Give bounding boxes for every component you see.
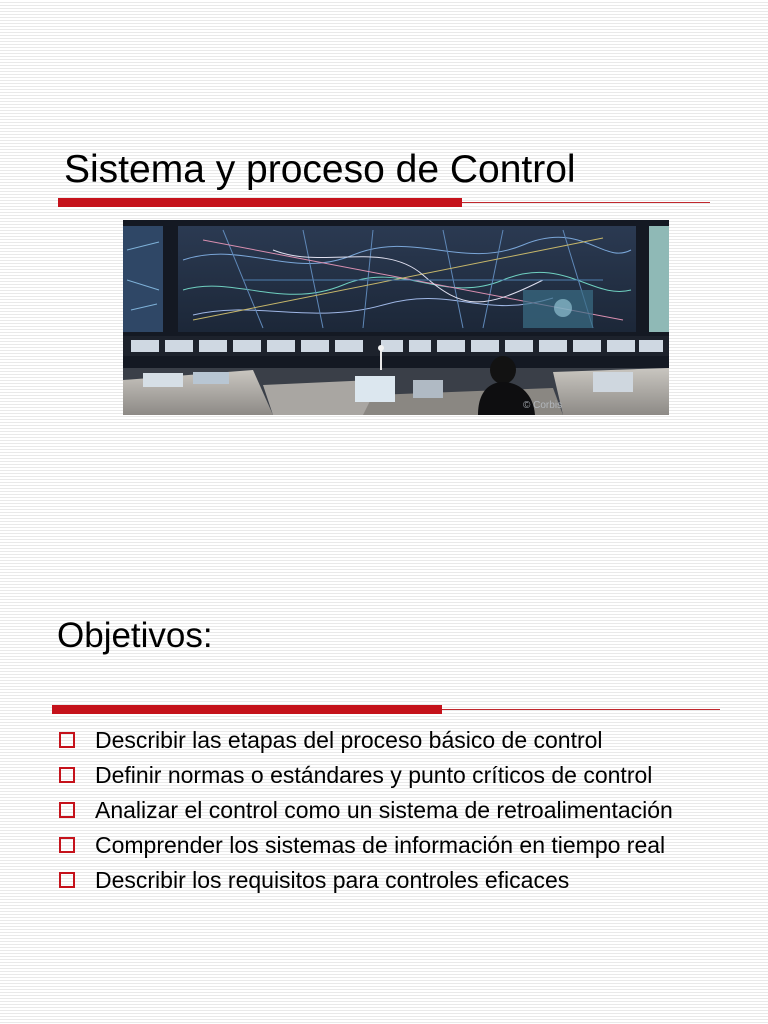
hollow-square-icon [59,802,75,818]
list-item [58,832,718,858]
hollow-square-icon [59,767,75,783]
objective-text: Analizar el control como un sistema de retroalimentación [95,797,673,823]
objective-text: Definir normas o estándares y punto críticos de control [95,762,653,788]
list-item [58,762,718,788]
photo-watermark: © Corbis [523,400,563,411]
list-item [58,797,718,823]
title-divider-accent [58,198,462,207]
slide-title: Sistema y proceso de Control [64,148,576,191]
control-room-photo [123,220,669,415]
hollow-square-icon [59,732,75,748]
objectives-heading: Objetivos: [57,616,213,655]
title-divider [58,202,710,203]
objective-text: Describir los requisitos para controles eficaces [95,867,570,893]
objectives-divider-accent [52,705,442,714]
objectives-divider [52,709,720,710]
hollow-square-icon [59,837,75,853]
list-item [58,867,718,893]
objective-text: Comprender los sistemas de información en tiempo real [95,832,666,858]
objective-text: Describir las etapas del proceso básico de control [95,727,603,753]
objectives-list [58,727,718,902]
control-room-illustration [123,220,669,415]
hollow-square-icon [59,872,75,888]
list-item [58,727,718,753]
